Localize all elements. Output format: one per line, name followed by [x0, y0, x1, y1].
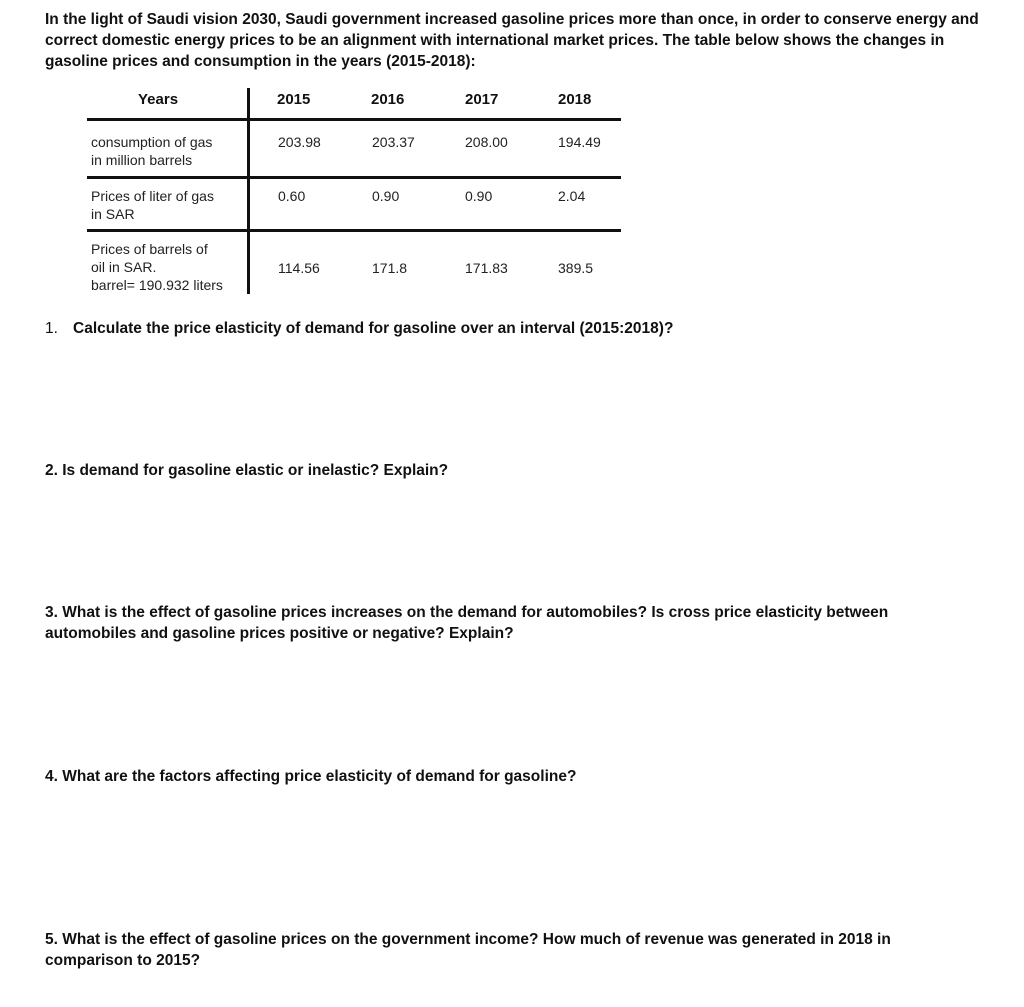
- intro-paragraph: In the light of Saudi vision 2030, Saudi government increased gasoline prices more than once, in order to conserve energy and correct domestic energy prices to be an alignment with international market prices. The table below shows the changes in gasoline prices and consumption in the years (2015-2018):: [45, 11, 979, 70]
- row-consumption-label: [91, 133, 212, 169]
- question-5: 5. What is the effect of gasoline prices on the government income? How much of revenue was generated in 2018 in comparison to 2015?: [45, 931, 891, 969]
- header-year-2015: 2015: [277, 91, 311, 108]
- row-label-line: consumption of gas: [91, 134, 213, 150]
- row-price-liter-label: [91, 187, 214, 223]
- table-cell: 171.83: [465, 260, 508, 276]
- table-cell: 114.56: [278, 260, 320, 276]
- table-cell: 194.49: [558, 134, 601, 150]
- header-year-2016: 2016: [371, 91, 405, 108]
- header-year-2017: 2017: [465, 91, 499, 108]
- table-cell: 171.8: [372, 260, 408, 276]
- question-2: 2. Is demand for gasoline elastic or inelastic? Explain?: [45, 462, 449, 479]
- table-row-divider: [87, 176, 621, 179]
- question-1: [45, 318, 975, 339]
- row-price-barrel-label: [91, 240, 223, 294]
- row-label-line: in SAR: [91, 206, 135, 222]
- table-row-divider: [87, 229, 621, 232]
- row-label-line: Prices of barrels of: [91, 241, 208, 257]
- header-years-label: Years: [138, 91, 179, 108]
- table-cell: 0.60: [278, 188, 306, 204]
- question-1-number: 1.: [45, 320, 58, 337]
- table-cell: 0.90: [465, 188, 493, 204]
- table-cell: 208.00: [465, 134, 508, 150]
- table-cell: 203.98: [278, 134, 321, 150]
- table-cell: 2.04: [558, 188, 586, 204]
- question-3: 3. What is the effect of gasoline prices increases on the demand for automobiles? Is cross price elasticity between automobiles and gasoline prices positive or negative? Explain?: [45, 604, 889, 642]
- row-label-line: oil in SAR.: [91, 259, 157, 275]
- table-header-divider: [87, 118, 621, 121]
- header-year-2018: 2018: [558, 91, 592, 108]
- row-label-line: Prices of liter of gas: [91, 188, 214, 204]
- table-cell: 0.90: [372, 188, 400, 204]
- question-4: 4. What are the factors affecting price elasticity of demand for gasoline?: [45, 768, 577, 785]
- gasoline-table: [87, 88, 621, 296]
- row-label-line: barrel= 190.932 liters: [91, 277, 223, 293]
- table-cell: 389.5: [558, 260, 594, 276]
- table-cell: 203.37: [372, 134, 415, 150]
- row-label-line: in million barrels: [91, 152, 193, 168]
- question-1-text: Calculate the price elasticity of demand for gasoline over an interval (2015:2018)?: [73, 320, 674, 337]
